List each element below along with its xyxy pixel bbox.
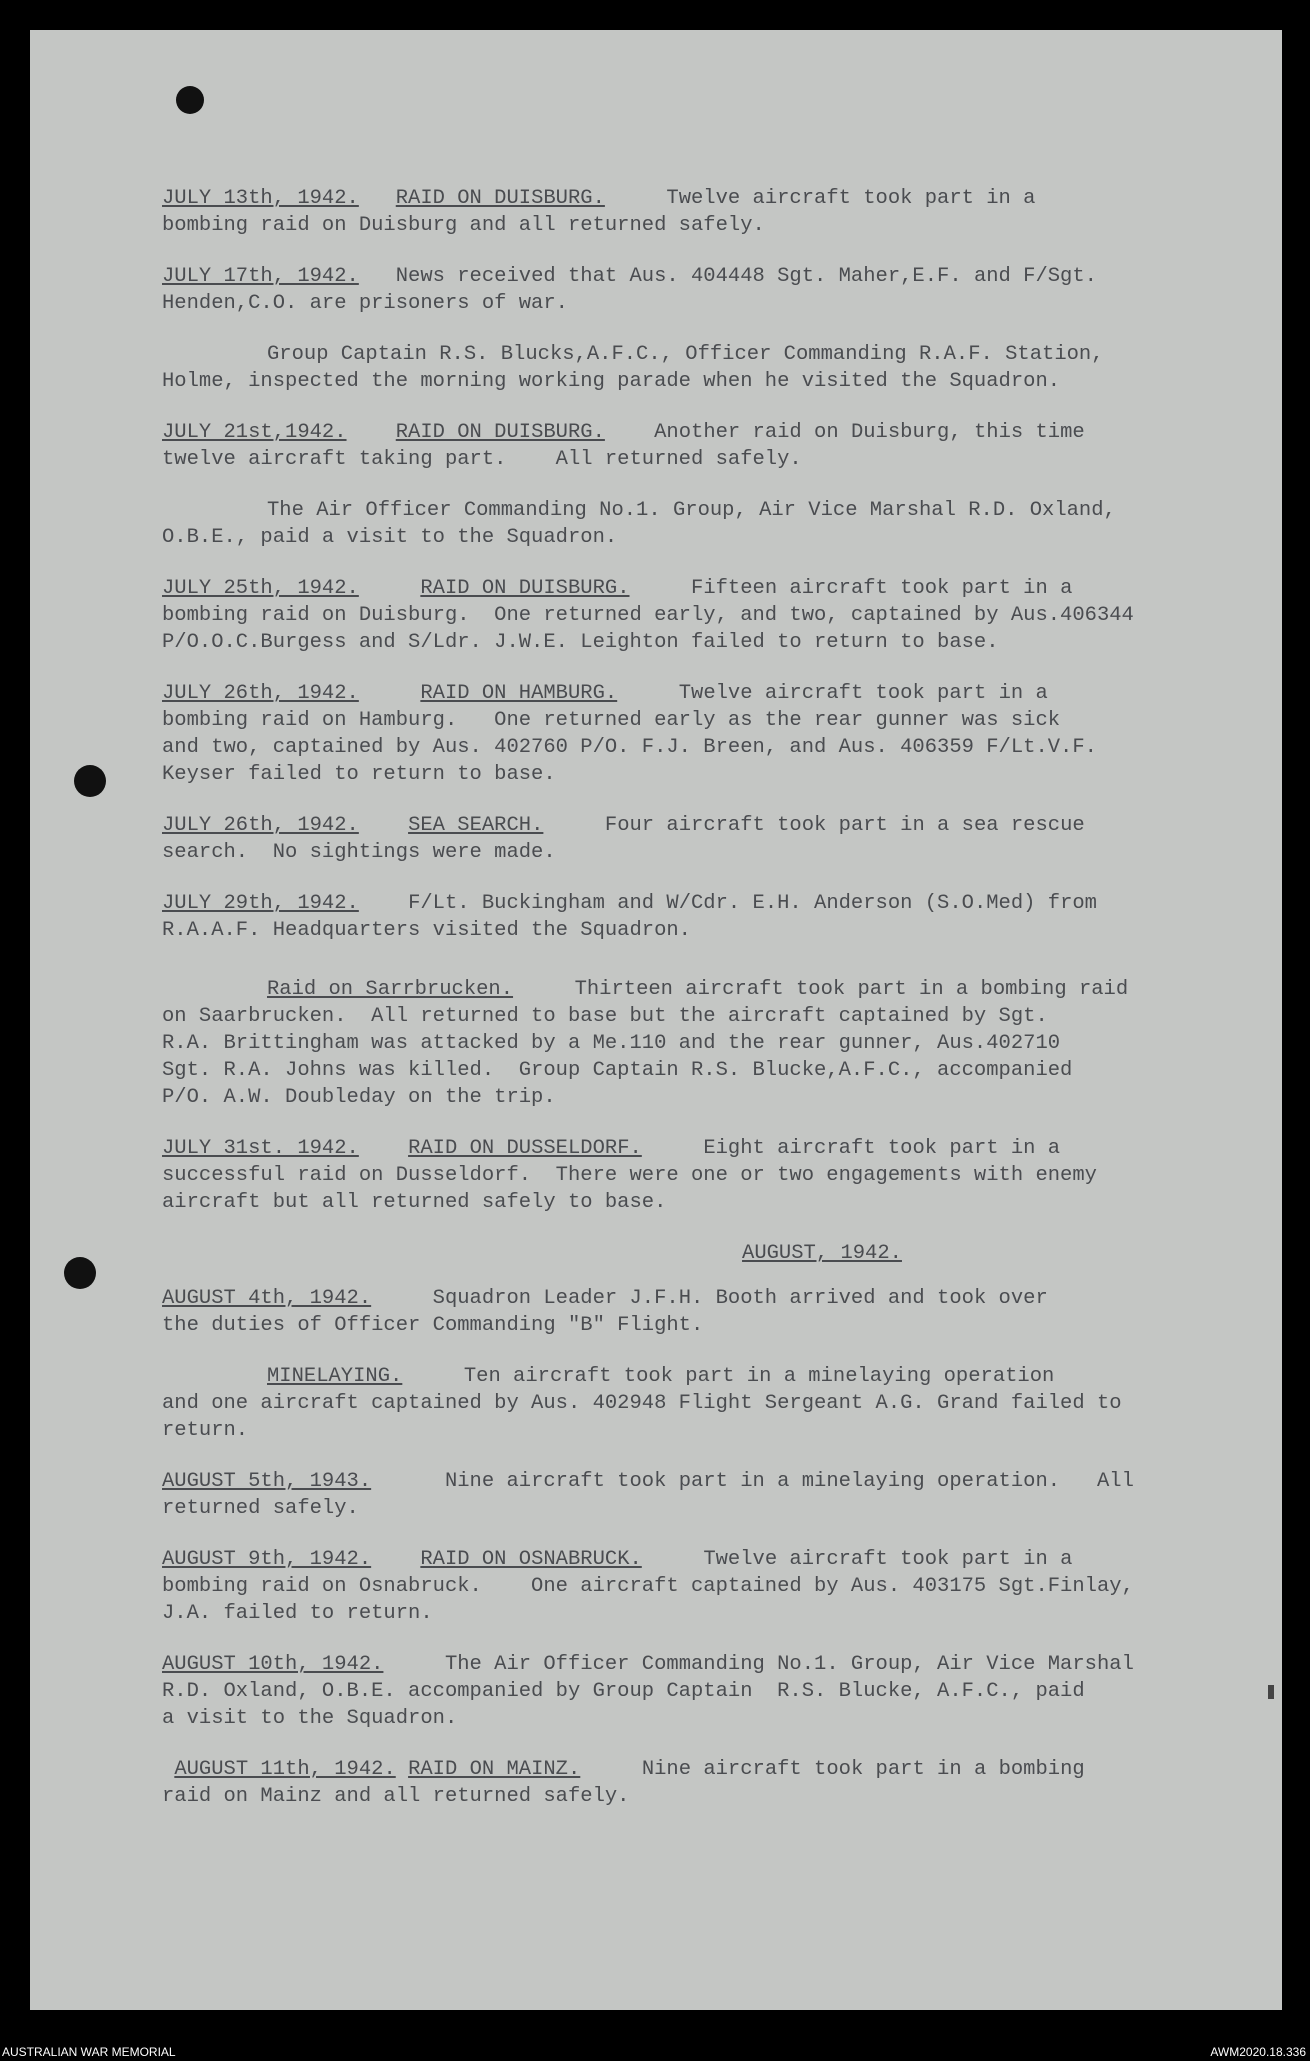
entry-text: O.B.E., paid a visit to the Squadron. xyxy=(162,526,618,549)
entry-text: News received that Aus. 404448 Sgt. Maher,E.F. and F/Sgt. xyxy=(395,265,1097,288)
month-heading-text: AUGUST, 1942. xyxy=(742,1242,902,1265)
entry-text: the duties of Officer Commanding "B" Flight. xyxy=(162,1314,704,1337)
entry-paragraph xyxy=(162,341,1242,395)
entry-jul21 xyxy=(162,419,1242,473)
entry-text: bombing raid on Hamburg. One returned early as the rear gunner was sick xyxy=(162,709,1061,732)
entry-date: AUGUST 4th, 1942. xyxy=(162,1287,372,1310)
entry-text: Twelve aircraft took part in a xyxy=(666,187,1036,210)
footer-left: AUSTRALIAN WAR MEMORIAL xyxy=(2,2045,176,2059)
entry-heading: RAID ON DUISBURG. xyxy=(395,421,605,444)
entry-text: twelve aircraft taking part. All returned safely. xyxy=(162,448,802,471)
entry-text: R.A. Brittingham was attacked by a Me.110 and the rear gunner, Aus.402710 xyxy=(162,1032,1061,1055)
entry-heading: RAID ON DUISBURG. xyxy=(395,187,605,210)
entry-text: Fifteen aircraft took part in a xyxy=(691,577,1073,600)
entry-text: Eight aircraft took part in a xyxy=(703,1137,1061,1160)
entry-text: Thirteen aircraft took part in a bombing raid xyxy=(574,978,1129,1001)
entry-text: F/Lt. Buckingham and W/Cdr. E.H. Anderson (S.O.Med) from xyxy=(408,892,1097,915)
entry-date: AUGUST 5th, 1943. xyxy=(162,1470,372,1493)
entry-text: Keyser failed to return to base. xyxy=(162,763,556,786)
entry-text: Nine aircraft took part in a minelaying operation. All xyxy=(444,1470,1134,1493)
entry-text: bombing raid on Duisburg. One returned early, and two, captained by Aus.406344 xyxy=(162,604,1134,627)
entry-text: return. xyxy=(162,1419,249,1442)
month-heading xyxy=(162,1240,1242,1267)
entry-heading: RAID ON OSNABRUCK. xyxy=(420,1548,642,1571)
entry-text: Nine aircraft took part in a bombing xyxy=(641,1758,1085,1781)
entry-text: Henden,C.O. are prisoners of war. xyxy=(162,292,568,315)
entry-jul17 xyxy=(162,263,1242,317)
entry-text: The Air Officer Commanding No.1. Group, Air Vice Marshal R.D. Oxland, xyxy=(267,499,1116,522)
entry-paragraph xyxy=(162,497,1242,551)
entry-jul13 xyxy=(162,185,1242,239)
document-body xyxy=(162,185,1242,1834)
edge-mark xyxy=(1268,1685,1274,1699)
footer-right: AWM2020.18.336 xyxy=(1210,2045,1306,2059)
entry-aug10 xyxy=(162,1651,1242,1732)
entry-text: successful raid on Dusseldorf. There were one or two engagements with enemy xyxy=(162,1164,1097,1187)
entry-jul26-hamburg xyxy=(162,680,1242,788)
entry-saarbrucken xyxy=(162,976,1242,1111)
punch-hole xyxy=(176,86,204,114)
entry-jul31 xyxy=(162,1135,1242,1216)
entry-minelaying xyxy=(162,1363,1242,1444)
entry-aug9 xyxy=(162,1546,1242,1627)
entry-text: a visit to the Squadron. xyxy=(162,1707,458,1730)
entry-jul29 xyxy=(162,890,1242,944)
entry-text: raid on Mainz and all returned safely. xyxy=(162,1785,630,1808)
entry-text: Group Captain R.S. Blucks,A.F.C., Officer Commanding R.A.F. Station, xyxy=(267,343,1104,366)
entry-text: and two, captained by Aus. 402760 P/O. F.J. Breen, and Aus. 406359 F/Lt.V.F. xyxy=(162,736,1097,759)
entry-text: and one aircraft captained by Aus. 402948 Flight Sergeant A.G. Grand failed to xyxy=(162,1392,1122,1415)
entry-jul25 xyxy=(162,575,1242,656)
entry-text: P/O. A.W. Doubleday on the trip. xyxy=(162,1086,556,1109)
entry-text: R.D. Oxland, O.B.E. accompanied by Group Captain R.S. Blucke, A.F.C., paid xyxy=(162,1680,1085,1703)
entry-heading: RAID ON DUISBURG. xyxy=(420,577,630,600)
entry-date: AUGUST 9th, 1942. xyxy=(162,1548,372,1571)
entry-text: Twelve aircraft took part in a xyxy=(703,1548,1073,1571)
entry-text: Squadron Leader J.F.H. Booth arrived and took over xyxy=(432,1287,1048,1310)
entry-text: Four aircraft took part in a sea rescue xyxy=(604,814,1085,837)
entry-text: Twelve aircraft took part in a xyxy=(678,682,1048,705)
entry-aug11 xyxy=(162,1756,1242,1810)
entry-date: JULY 13th, 1942. xyxy=(162,187,359,210)
entry-text: bombing raid on Osnabruck. One aircraft captained by Aus. 403175 Sgt.Finlay, xyxy=(162,1575,1134,1598)
entry-aug5 xyxy=(162,1468,1242,1522)
punch-hole xyxy=(64,1257,96,1289)
entry-text: Sgt. R.A. Johns was killed. Group Captain R.S. Blucke,A.F.C., accompanied xyxy=(162,1059,1073,1082)
entry-text: R.A.A.F. Headquarters visited the Squadron. xyxy=(162,919,691,942)
entry-heading: RAID ON MAINZ. xyxy=(408,1758,581,1781)
entry-heading: MINELAYING. xyxy=(267,1365,403,1388)
entry-date: JULY 21st,1942. xyxy=(162,421,347,444)
entry-text: J.A. failed to return. xyxy=(162,1602,433,1625)
entry-heading: SEA SEARCH. xyxy=(408,814,544,837)
entry-date: JULY 26th, 1942. xyxy=(162,682,359,705)
entry-text: Holme, inspected the morning working parade when he visited the Squadron. xyxy=(162,370,1061,393)
entry-heading: RAID ON HAMBURG. xyxy=(420,682,618,705)
entry-text: Another raid on Duisburg, this time xyxy=(654,421,1085,444)
entry-heading: Raid on Sarrbrucken. xyxy=(267,978,514,1001)
entry-text: aircraft but all returned safely to base. xyxy=(162,1191,667,1214)
punch-hole xyxy=(74,765,106,797)
entry-text: on Saarbrucken. All returned to base but the aircraft captained by Sgt. xyxy=(162,1005,1048,1028)
entry-heading: RAID ON DUSSELDORF. xyxy=(408,1137,642,1160)
entry-jul26-search xyxy=(162,812,1242,866)
entry-date: JULY 31st. 1942. xyxy=(162,1137,359,1160)
entry-date: JULY 25th, 1942. xyxy=(162,577,359,600)
entry-text: The Air Officer Commanding No.1. Group, Air Vice Marshal xyxy=(444,1653,1134,1676)
entry-text: Ten aircraft took part in a minelaying operation xyxy=(463,1365,1055,1388)
entry-date: JULY 29th, 1942. xyxy=(162,892,359,915)
entry-aug4 xyxy=(162,1285,1242,1339)
entry-date: AUGUST 11th, 1942. xyxy=(174,1758,396,1781)
entry-date: JULY 26th, 1942. xyxy=(162,814,359,837)
entry-text: bombing raid on Duisburg and all returned safely. xyxy=(162,214,765,237)
entry-text: returned safely. xyxy=(162,1497,359,1520)
entry-date: AUGUST 10th, 1942. xyxy=(162,1653,384,1676)
entry-text: search. No sightings were made. xyxy=(162,841,556,864)
document-page xyxy=(30,30,1282,2010)
entry-date: JULY 17th, 1942. xyxy=(162,265,359,288)
entry-text: P/O.O.C.Burgess and S/Ldr. J.W.E. Leighton failed to return to base. xyxy=(162,631,999,654)
